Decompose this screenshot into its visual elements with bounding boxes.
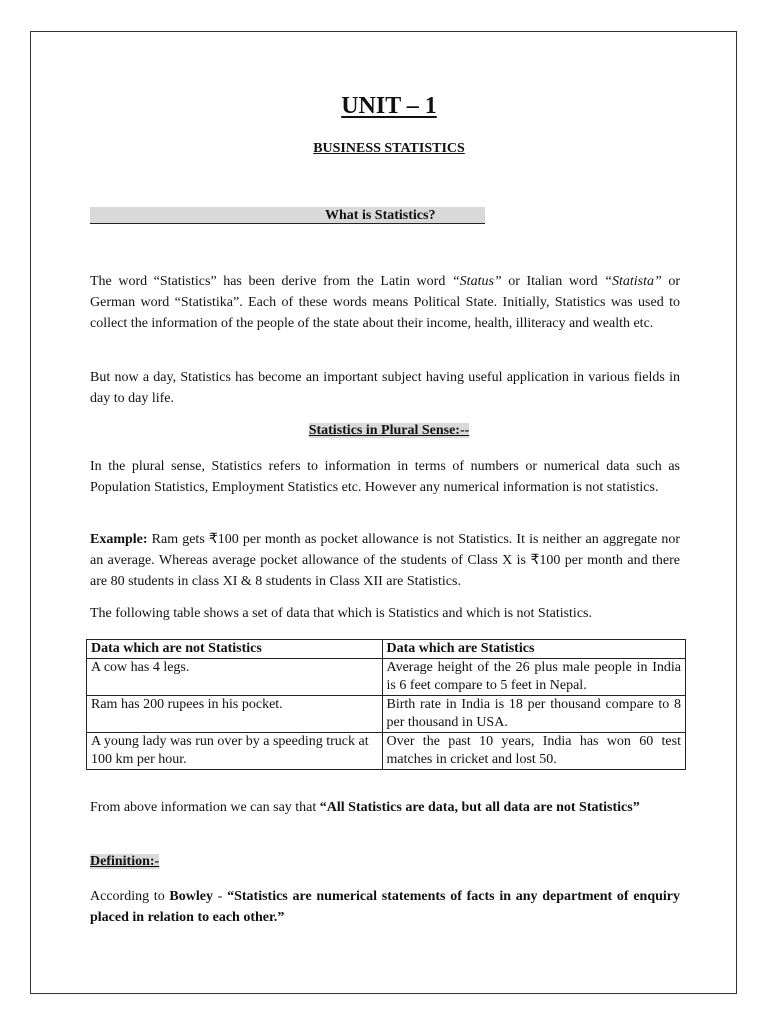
definition-quote: “Statistics are numerical statements of facts in any department of enquiry placed in relation to each other.” (90, 889, 680, 925)
conclusion-paragraph (90, 797, 680, 818)
plural-sense-heading (90, 423, 688, 439)
table-row (87, 659, 686, 696)
intro-text-a: The word “Statistics” has been derive from the Latin word (90, 274, 452, 289)
plural-sense-heading-text: Statistics in Plural Sense:-- (308, 423, 470, 438)
italian-word: “Statista” (604, 274, 662, 289)
table-cell: Birth rate in India is 18 per thousand compare to 8 per thousand in USA. (382, 696, 686, 733)
section-banner (90, 207, 485, 224)
intro-text-b: or Italian word (501, 274, 605, 289)
example-paragraph (90, 529, 680, 592)
unit-title: UNIT – 1 (341, 93, 437, 119)
table-cell: Average height of the 26 plus male people in India is 6 feet compare to 5 feet in Nepal. (382, 659, 686, 696)
definition-heading (90, 854, 159, 870)
table-cell: Over the past 10 years, India has won 60 test matches in cricket and lost 50. (382, 733, 686, 770)
plural-sense-paragraph: In the plural sense, Statistics refers to information in terms of numbers or numerical data such as Population Statistics, Employment Statistics etc. However any numerical information is not statistics. (90, 459, 680, 495)
conclusion-lead: From above information we can say that (90, 800, 320, 815)
example-label: Example: (90, 532, 148, 547)
table-row (87, 696, 686, 733)
table-header-cell: Data which are not Statistics (87, 640, 383, 659)
table-cell: A cow has 4 legs. (87, 659, 383, 696)
definition-paragraph (90, 886, 680, 928)
section-banner-text: What is Statistics? (325, 208, 436, 223)
table-intro: The following table shows a set of data that which is Statistics and which is not Statistics. (90, 606, 592, 621)
table-cell: Ram has 200 rupees in his pocket. (87, 696, 383, 733)
table-cell: A young lady was run over by a speeding truck at 100 km per hour. (87, 733, 383, 770)
page-border (30, 31, 737, 994)
definition-heading-text: Definition:- (90, 854, 160, 869)
definition-separator: - (212, 889, 228, 904)
example-text: Ram gets ₹100 per month as pocket allowance is not Statistics. It is neither an aggregate nor an average. Whereas average pocket allowance of the students of Class X is ₹100 per month and there are 80 students in class XI & 8 students in Class XII are Statistics. (90, 532, 680, 589)
usage-paragraph: But now a day, Statistics has become an important subject having useful application in various fields in day to day life. (90, 370, 680, 406)
table-header-cell: Data which are Statistics (382, 640, 686, 659)
conclusion-quote: “All Statistics are data, but all data are not Statistics” (319, 800, 640, 815)
document-subtitle: BUSINESS STATISTICS (313, 141, 465, 156)
definition-lead: According to (90, 889, 170, 904)
definition-author: Bowley (169, 889, 213, 904)
table-row (87, 733, 686, 770)
table-header-row (87, 640, 686, 659)
intro-paragraph (90, 271, 680, 334)
intro-text-c: or German word “Statistika”. Each of these words means Political State. Initially, Statistics was used to collect the information of the people of the state about their income, health, illiteracy and wealth etc. (90, 274, 680, 331)
latin-word: “Status” (451, 274, 502, 289)
statistics-table (86, 639, 686, 770)
